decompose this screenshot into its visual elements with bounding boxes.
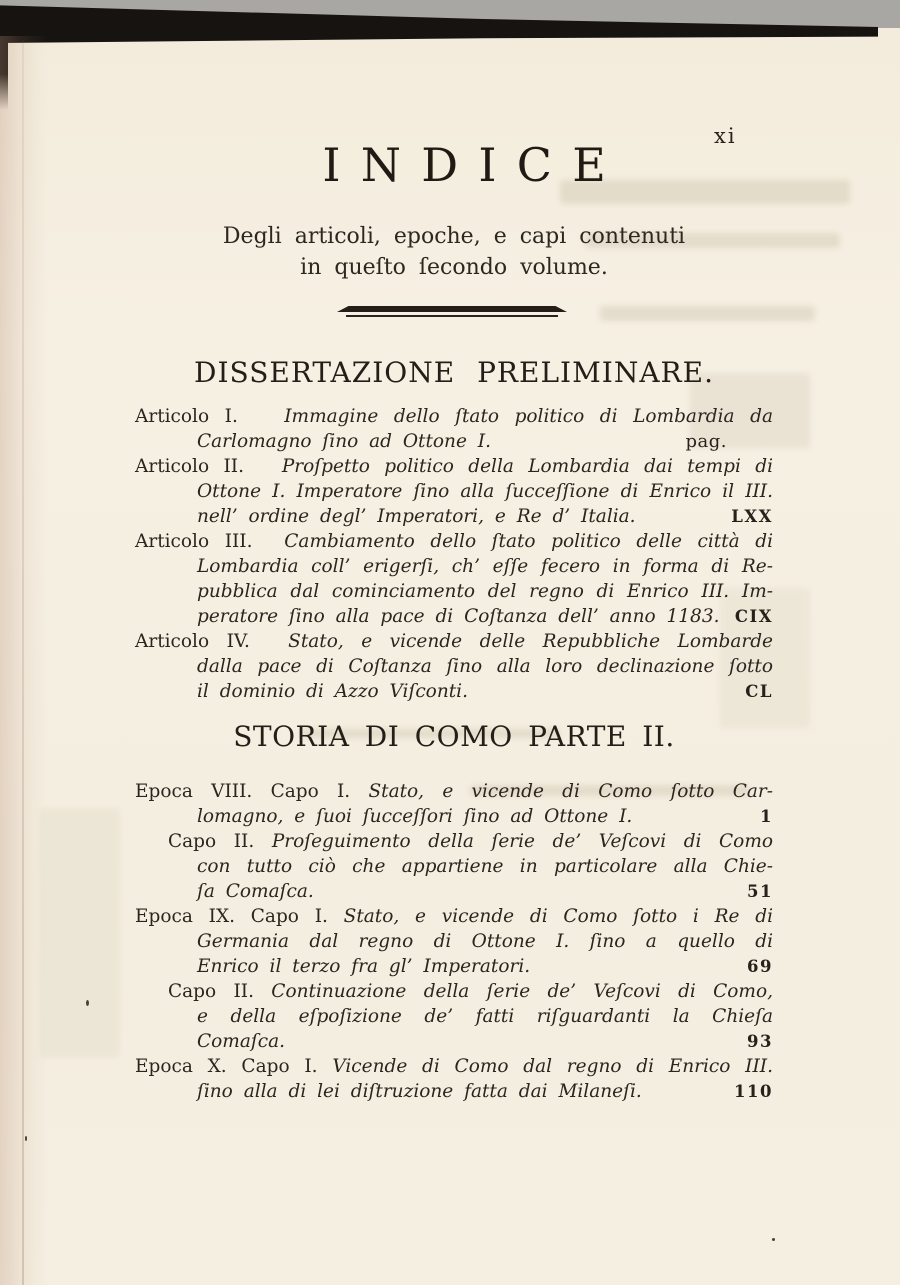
entry-text: Stato, e vicende di Como ſotto i Re di [343, 906, 773, 927]
entry-text: lomagno, e ſuoi ſucceſſori ſino ad Ottone I. [197, 806, 633, 827]
toc-line [197, 804, 773, 829]
entry-page-ref: 93 [747, 1032, 773, 1051]
toc-line [197, 654, 773, 679]
toc-line [197, 929, 773, 954]
entry-text: Enrico il terzo fra gl’ Imperatori. [197, 956, 531, 977]
toc-line [135, 629, 773, 654]
entry-text: Vicende di Como dal regno di Enrico III. [332, 1056, 773, 1077]
entry-text: Stato, e vicende di Como ſotto Car- [368, 781, 773, 802]
entry-numeral: IV. [226, 631, 250, 652]
page-fold-line [22, 40, 24, 1285]
entry-text: e della eſpoſizione de’ fatti riſguardanti la Chieſa [197, 1006, 773, 1027]
entry-label: Epoca VIII. Capo I. [135, 781, 351, 802]
entry-text: Proſeguimento della ſerie de’ Veſcovi di Como [271, 831, 773, 852]
toc-entry [135, 629, 773, 704]
toc-entry [135, 904, 773, 979]
toc-line [135, 904, 773, 929]
entry-text: ſino alla di lei diſtruzione fatta dai Milaneſi. [197, 1081, 642, 1102]
entry-text: Cambiamento dello ſtato politico delle città di [284, 531, 773, 552]
toc-line [135, 779, 773, 804]
subtitle [95, 221, 813, 283]
entry-numeral: III. [224, 531, 253, 552]
entry-label: Epoca X. Capo I. [135, 1056, 318, 1077]
toc-line [168, 979, 773, 1004]
entry-text: dalla pace di Coſtanza ſino alla loro declinazione ſotto [197, 656, 773, 677]
section-heading: DISSERTAZIONE PRELIMINARE. [194, 356, 714, 389]
toc-entry [135, 454, 773, 529]
entry-text: con tutto ciò che appartiene in particolare alla Chie- [197, 856, 773, 877]
entry-text: peratore ſino alla pace di Coſtanza dell’ anno 1183. [197, 606, 720, 627]
entry-label: Articolo [135, 531, 210, 552]
dust-speck [86, 1000, 89, 1006]
entry-page-ref: 69 [747, 957, 773, 976]
toc-entry [135, 829, 773, 904]
entry-page-ref: CIX [734, 607, 773, 626]
toc-line [197, 429, 773, 454]
toc-entry [135, 779, 773, 829]
toc-line [168, 829, 773, 854]
entry-label: Articolo [135, 406, 210, 427]
folio-page-number: xi [714, 124, 737, 148]
entry-text: Carlomagno ſino ad Ottone I. [197, 431, 491, 452]
dust-speck [25, 1136, 27, 1141]
entry-page-ref: CL [745, 682, 773, 701]
ornamental-double-rule [337, 306, 567, 320]
toc-line [197, 604, 773, 629]
bleedthrough-smudge [40, 808, 120, 1058]
entry-text: Ottone I. Imperatore ſino alla ſucceſſione di Enrico il III. [197, 481, 773, 502]
entry-page-ref: 1 [760, 807, 773, 826]
entry-text: Stato, e vicende delle Repubbliche Lombarde [288, 631, 774, 652]
entry-numeral: I. [224, 406, 238, 427]
toc-line [135, 454, 773, 479]
entry-text: Proſpetto politico della Lombardia dai tempi di [281, 456, 773, 477]
rule-thick-line [337, 306, 567, 312]
page-title: INDICE [322, 138, 627, 192]
entry-page-ref: LXX [731, 507, 773, 526]
bleedthrough-smudge [600, 306, 815, 321]
toc-line [135, 404, 773, 429]
entry-label: Epoca IX. Capo I. [135, 906, 328, 927]
toc-line [197, 1004, 773, 1029]
toc-entry [135, 1054, 773, 1104]
toc-line [197, 479, 773, 504]
rule-thin-line [346, 315, 558, 317]
toc-line [197, 554, 773, 579]
subtitle-line: in queſto ſecondo volume. [300, 255, 608, 280]
entry-label: Articolo [135, 456, 210, 477]
entry-label: Capo II. [168, 981, 254, 1002]
toc-line [135, 1054, 773, 1079]
toc-line [197, 579, 773, 604]
toc-line [197, 879, 773, 904]
dust-speck [772, 1238, 775, 1241]
entry-page-ref: 110 [734, 1082, 773, 1101]
toc-list [135, 404, 773, 704]
entry-text: Germania dal regno di Ottone I. ſino a quello di [197, 931, 773, 952]
toc-line [197, 854, 773, 879]
toc-line [197, 954, 773, 979]
toc-line [197, 1029, 773, 1054]
entry-page-ref: 51 [747, 882, 773, 901]
entry-page-ref: pag. [685, 431, 727, 452]
entry-text: pubblica dal cominciamento del regno di Enrico III. Im- [197, 581, 773, 602]
toc-line [197, 679, 773, 704]
entry-numeral: II. [223, 456, 244, 477]
entry-text: nell’ ordine degl’ Imperatori, e Re d’ Italia. [197, 506, 636, 527]
entry-label: Articolo [135, 631, 210, 652]
entry-text: Comaſca. [197, 1031, 285, 1052]
gutter-shadow [0, 36, 48, 1285]
entry-text: Continuazione della ſerie de’ Veſcovi di Como, [271, 981, 773, 1002]
entry-text: ſa Comaſca. [197, 881, 314, 902]
entry-text: il dominio di Azzo Viſconti. [197, 681, 468, 702]
toc-list [135, 779, 773, 1104]
toc-entry [135, 529, 773, 629]
entry-text: Lombardia coll’ erigerſi, ch’ eſſe fecero in forma di Re- [197, 556, 773, 577]
entry-label: Capo II. [168, 831, 255, 852]
toc-entry [135, 404, 773, 454]
subtitle-line: Degli articoli, epoche, e capi contenuti [222, 224, 686, 249]
toc-entry [135, 979, 773, 1054]
toc-line [197, 1079, 773, 1104]
section-heading: STORIA DI COMO PARTE II. [233, 720, 675, 753]
toc-line [135, 529, 773, 554]
toc-line [197, 504, 773, 529]
entry-text: Immagine dello ſtato politico di Lombardia da [284, 406, 773, 427]
